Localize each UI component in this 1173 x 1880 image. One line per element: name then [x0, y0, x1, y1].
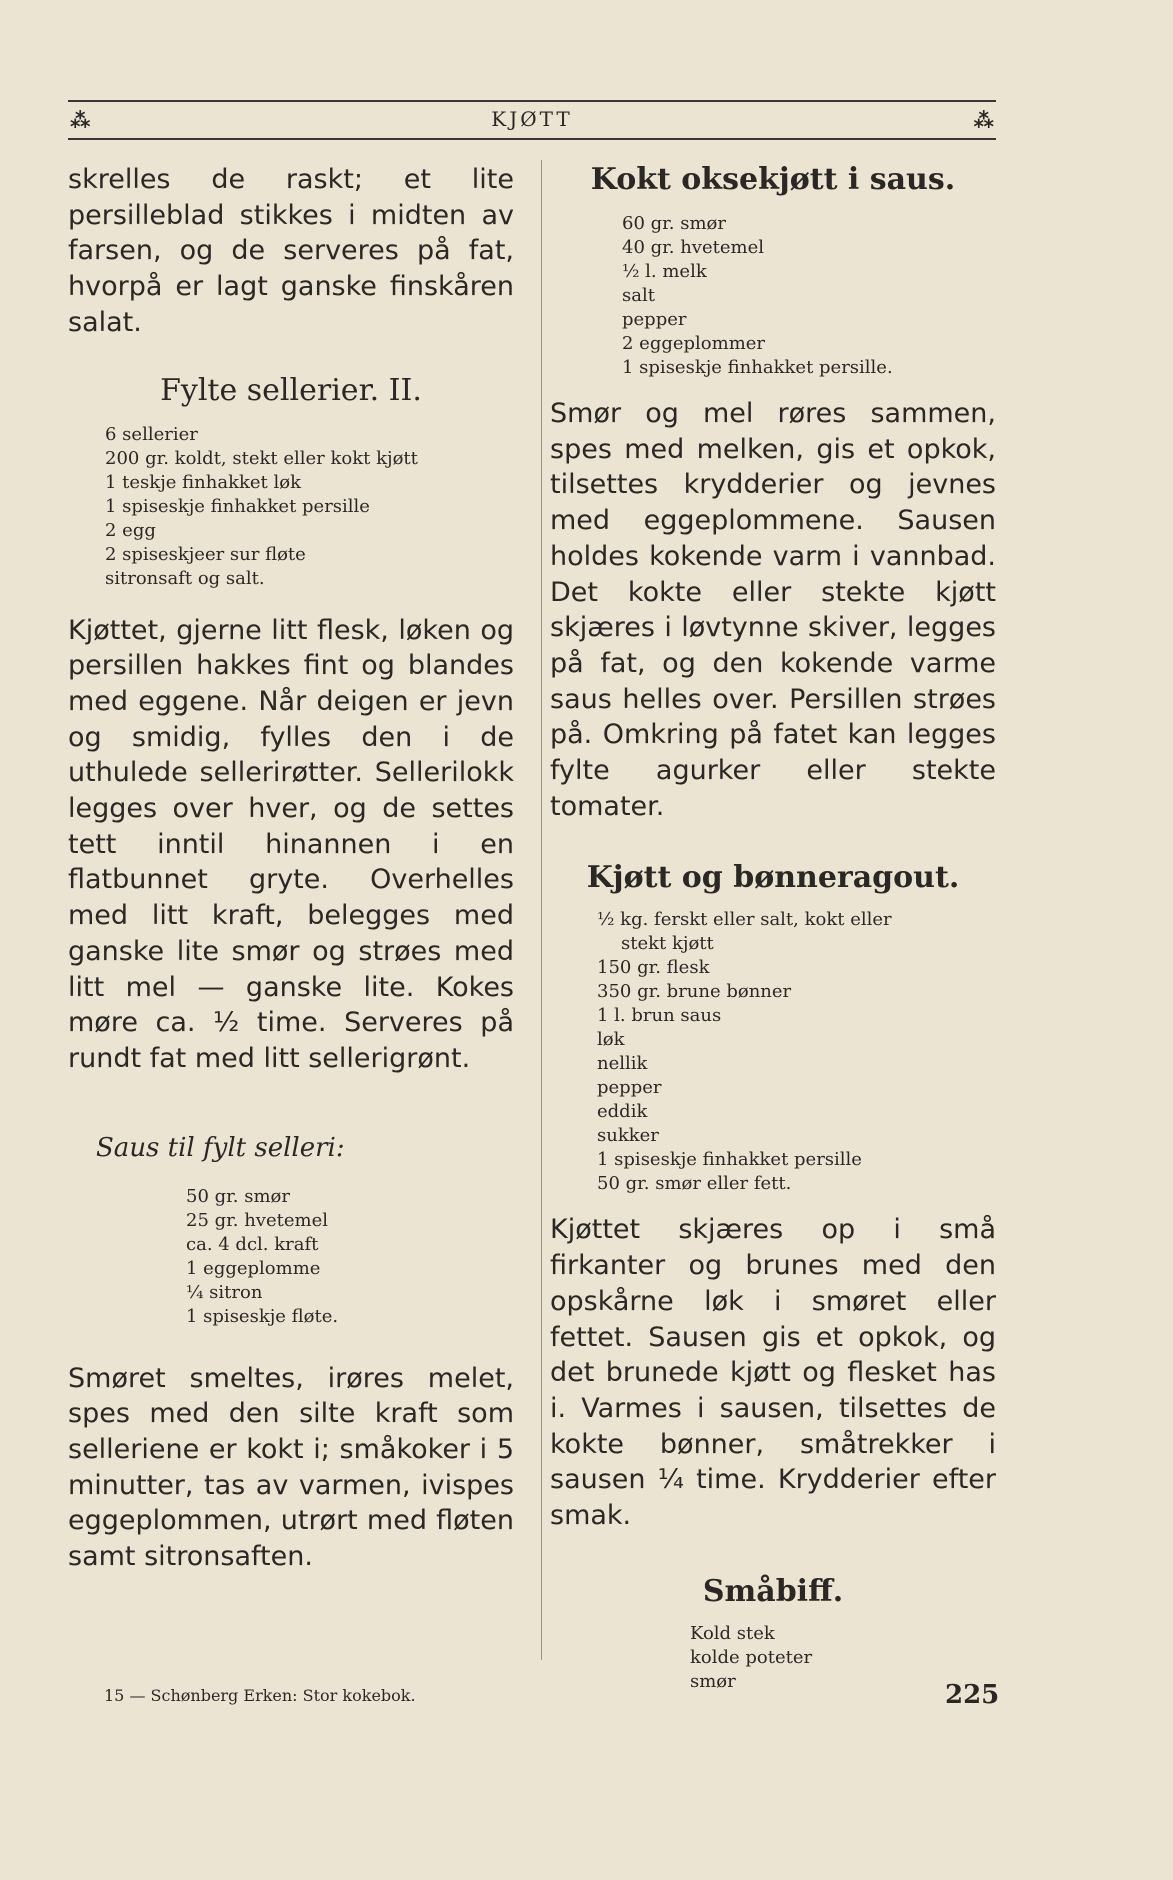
ingredient-item: salt — [622, 285, 655, 306]
page-number: 225 — [945, 1680, 1000, 1710]
recipe-heading-fylte-sellerier: Fylte sellerier. II. — [160, 372, 422, 408]
ingredient-item: 2 spiseskjeer sur fløte — [105, 543, 306, 565]
ingredient-item: 1 spiseskje finhakket persille — [597, 1149, 862, 1171]
ingredient-item: pepper — [597, 1077, 662, 1099]
ingredient-item: ¼ sitron — [186, 1281, 263, 1303]
header-ornament-left: ⁂ — [70, 108, 91, 132]
ingredient-item: nellik — [597, 1053, 648, 1075]
header-title: KJØTT — [491, 107, 573, 131]
ingredient-item: 50 gr. smør — [186, 1185, 290, 1207]
left-paragraph-2: Kjøttet, gjerne litt flesk, løken og persillen hakkes fint og blandes med eggene. Når deigen er jevn og smidig, fylles den i de uthulede sellerirøtter. Sellerilokk legges over hver, og de settes tett inntil hinannen i en flatbunnet gryte. Overhelles med litt kraft, belegges med ganske lite smør og strøes med litt mel — ganske lite. Kokes møre ca. ½ time. Serveres på rundt fat med litt sellerigrønt. — [68, 614, 514, 1074]
ingredient-item: 50 gr. smør eller fett. — [597, 1173, 792, 1195]
ingredient-item: stekt kjøtt — [621, 933, 714, 955]
sauce-subheading: Saus til fylt selleri: — [96, 1132, 345, 1163]
ingredient-item: pepper — [622, 309, 687, 330]
right-paragraph-2: Kjøttet skjæres op i små firkanter og brunes med den opskårne løk i smøret eller fettet. Sausen gis et opkok, og det brunede kjøtt og flesket has i. Varmes i sausen, tilsettes de kokte bønner, småtrekker i sausen ¼ time. Krydderier efter smak. — [550, 1214, 996, 1532]
ingredient-item: 1 teskje finhakket løk — [105, 471, 302, 493]
ingredient-item: 1 spiseskje fløte. — [186, 1305, 339, 1327]
ingredient-item: kolde poteter — [690, 1646, 813, 1668]
ingredient-item: ½ kg. ferskt eller salt, kokt eller — [597, 909, 892, 931]
ingredient-item: 6 sellerier — [105, 423, 198, 445]
ingredient-item: ½ l. melk — [622, 261, 707, 282]
ingredient-item: løk — [597, 1029, 625, 1051]
ingredient-item: 200 gr. koldt, stekt eller kokt kjøtt — [105, 447, 418, 469]
ingredient-item: 25 gr. hvetemel — [186, 1209, 328, 1231]
column-divider — [541, 160, 542, 1660]
ingredient-item: 2 egg — [105, 519, 156, 541]
ingredient-list-saus — [186, 1185, 514, 1329]
ingredient-list-fylte-sellerier — [105, 423, 514, 591]
ingredient-item: 1 spiseskje finhakket persille. — [622, 357, 893, 378]
ingredient-item: sitronsaft og salt. — [105, 567, 265, 589]
left-paragraph-1: skrelles de raskt; et lite persilleblad stikkes i midten av farsen, og de serveres på fat, hvorpå er lagt ganske finskåren salat. — [68, 164, 514, 338]
ingredient-item: 350 gr. brune bønner — [597, 981, 792, 1003]
right-column — [550, 160, 996, 1694]
left-paragraph-3: Smøret smeltes, irøres melet, spes med den silte kraft som selleriene er kokt i; småkoker i 5 minutter, tas av varmen, ivispes eggeplommen, utrørt med fløten samt sitronsaften. — [68, 1362, 514, 1573]
ingredient-item: 150 gr. flesk — [597, 957, 710, 979]
left-column — [68, 160, 514, 1575]
ingredient-item: 1 l. brun saus — [597, 1005, 722, 1027]
ingredient-item: ca. 4 dcl. kraft — [186, 1233, 319, 1255]
ingredient-item: 40 gr. hvetemel — [622, 237, 764, 258]
recipe-heading-kjott-og-bonneragout: Kjøtt og bønneragout. — [586, 860, 960, 896]
ingredient-item: 1 spiseskje finhakket persille — [105, 495, 370, 517]
header-ornament-right: ⁂ — [973, 108, 994, 132]
running-header — [68, 100, 996, 140]
ingredient-item: eddik — [597, 1101, 648, 1123]
ingredient-item: Kold stek — [690, 1622, 775, 1644]
ingredient-item: 60 gr. smør — [622, 213, 726, 234]
ingredient-item: sukker — [597, 1125, 659, 1147]
ingredient-item: 2 eggeplommer — [622, 333, 766, 354]
ingredient-list-kokt-oksekjott — [622, 212, 996, 380]
recipe-heading-smabiff: Småbiff. — [702, 1573, 844, 1609]
right-paragraph-1: Smør og mel røres sammen, spes med melken, gis et opkok, tilsettes krydderier og jevnes med eggeplommene. Sausen holdes kokende varm i vannbad. Det kokte eller stekte kjøtt skjæres i løvtynne skiver, legges på fat, og den kokende varme saus helles over. Persillen strøes på. Omkring på fatet kan legges fylte agurker eller stekte tomater. — [550, 398, 996, 822]
footer-signature: 15 — Schønberg Erken: Stor kokebok. — [104, 1686, 416, 1705]
ingredient-item: 1 eggeplomme — [186, 1257, 321, 1279]
ingredient-item: smør — [690, 1670, 736, 1692]
recipe-heading-kokt-oksekjott: Kokt oksekjøtt i saus. — [590, 162, 956, 197]
ingredient-list-bonneragout — [597, 908, 996, 1196]
